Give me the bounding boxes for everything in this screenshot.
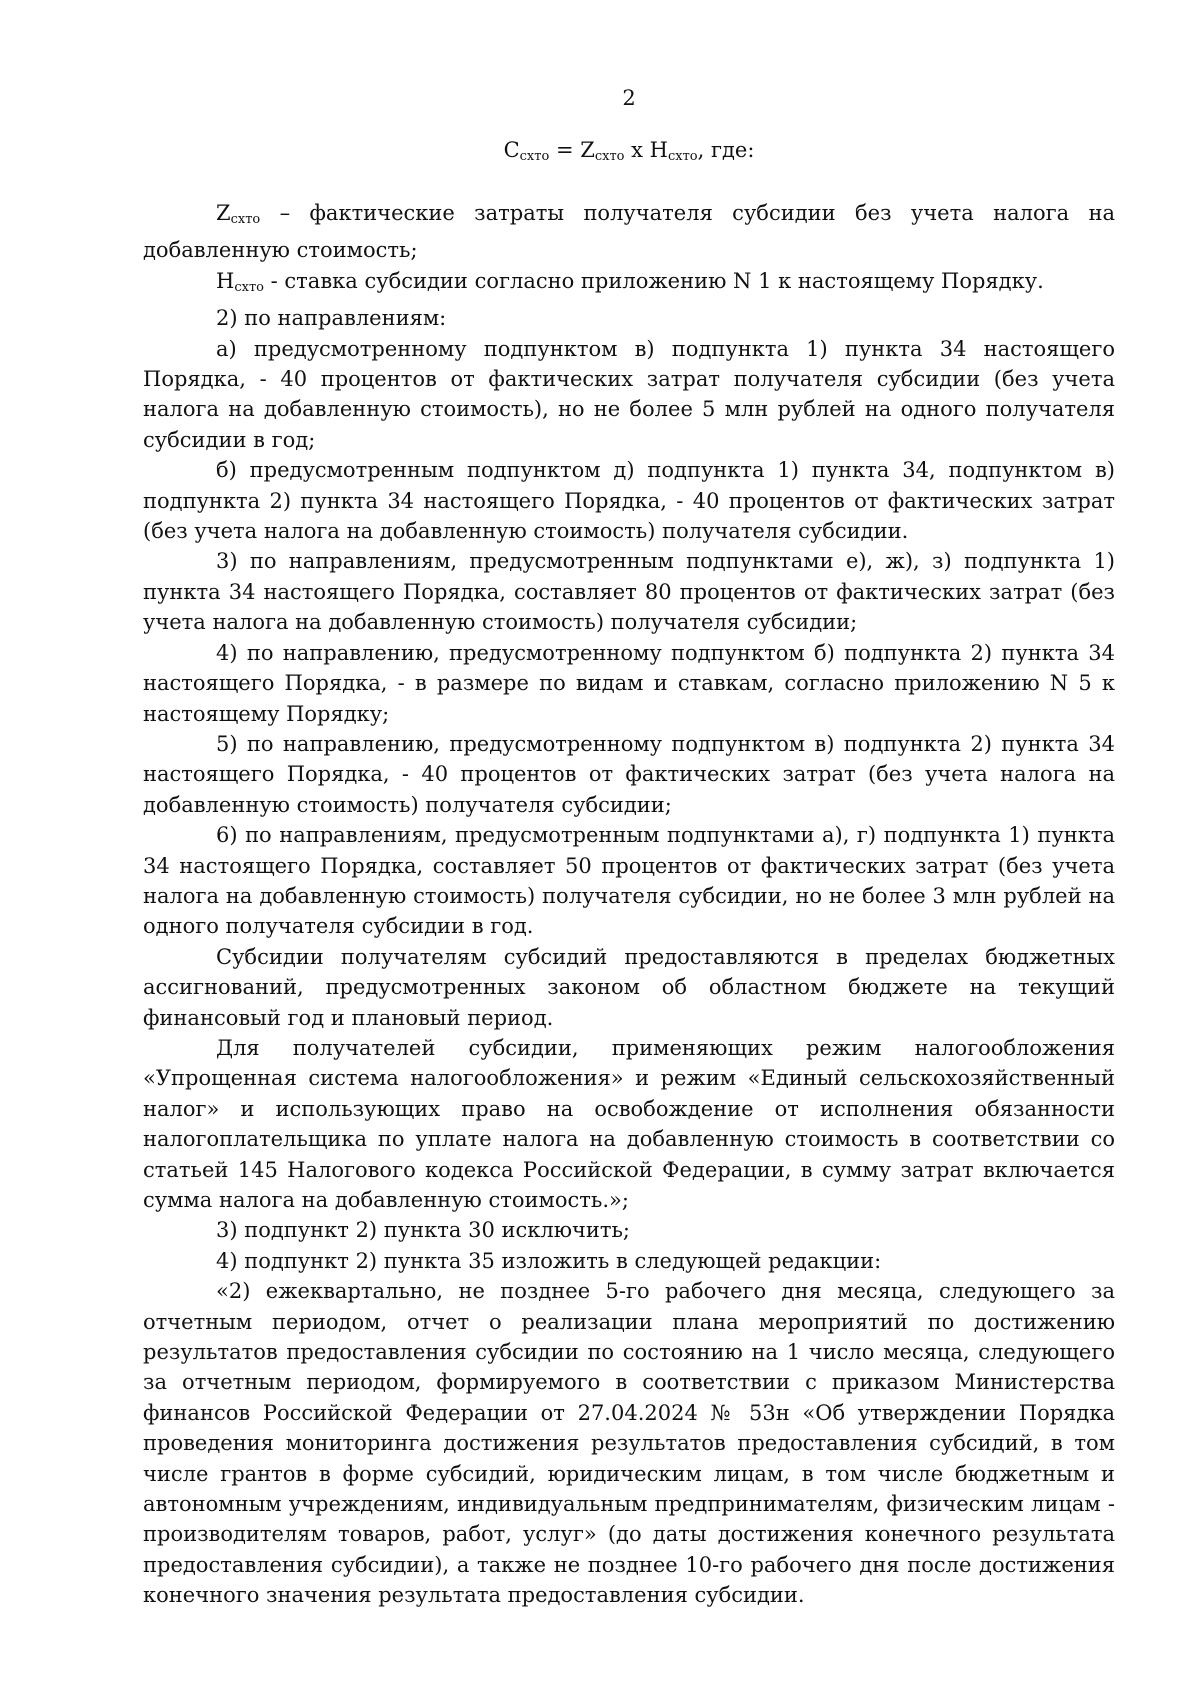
formula-c-subscript: схто [519,149,550,164]
formula-c: C [503,138,520,162]
paragraph-4: 4) по направлению, предусмотренному подпунктом б) подпункта 2) пункта 34 настоящего Порядка, - в размере по видам и ставкам, согласно приложению N 5 к настоящему Порядку; [143,640,1115,726]
formula [143,138,1115,164]
paragraph-subsidies-limits: Субсидии получателям субсидий предоставляются в пределах бюджетных ассигнований, предусмотренных законом об областном бюджете на текущий финансовый год и плановый период. [143,944,1115,1030]
formula-h-subscript: схто [668,149,698,164]
formula-h: H [649,138,668,162]
paragraph-tax-regime: Для получателей субсидии, применяющих режим налогообложения «Упрощенная система налогообложения» и режим «Единый сельскохозяйственный налог» и использующих право на освобождение от исполнения обязанности налогоплательщика по уплате налога на добавленную стоимость в соответствии со статьей 145 Налогового кодекса Российской Федерации, в сумму затрат включается сумма налога на добавленную стоимость.»; [143,1035,1115,1212]
paragraph-6: 6) по направлениям, предусмотренным подпунктами а), г) подпункта 1) пункта 34 настоящего Порядка, составляет 50 процентов от фактических затрат (без учета налога на добавленную стоимость) получателя субсидии, но не более 3 млн рублей на одного получателя субсидии в год. [143,823,1115,939]
definition-h-subscript: схто [234,279,264,295]
document-body [143,198,1115,1611]
definition-z [143,198,1115,266]
formula-equals: = [549,138,581,162]
paragraph-3: 3) по направлениям, предусмотренным подпунктами е), ж), з) подпункта 1) пункта 34 настоящего Порядка, составляет 80 процентов от фактических затрат (без учета налога на добавленную стоимость) получателя субсидии; [143,549,1115,635]
definition-z-text: – фактические затраты получателя субсидии без учета налога на добавленную стоимость; [143,201,1115,263]
page-number: 2 [622,86,636,110]
formula-z: Z [580,138,595,162]
formula-tail: , где: [697,138,755,162]
paragraph-2a: а) предусмотренному подпунктом в) подпункта 1) пункта 34 настоящего Порядка, - 40 процентов от фактических затрат получателя субсидии (без учета налога на добавленную стоимость), но не более 5 млн рублей на одного получателя субсидии в год; [143,336,1115,452]
definition-h [143,266,1115,303]
definition-h-text: - ставка субсидии согласно приложению N 1 к настоящему Порядку. [263,268,1044,293]
paragraph-quarterly-report: «2) ежеквартально, не позднее 5-го рабочего дня месяца, следующего за отчетным периодом, отчет о реализации плана мероприятий по достижению результатов предоставления субсидии по состоянию на 1 число месяца, следующего за отчетным периодом, формируемого в соответствии с приказом Министерства финансов Российской Федерации от 27.04.2024 № 53н «Об утверждении Порядка проведения мониторинга достижения результатов предоставления субсидий, в том числе грантов в форме субсидий, юридическим лицам, в том числе бюджетным и автономным учреждениям, индивидуальным предпринимателям, физическим лицам - производителям товаров, работ, услуг» (до даты достижения конечного результата предоставления субсидии), а также не позднее 10-го рабочего дня после достижения конечного значения результата предоставления субсидии. [143,1279,1115,1608]
formula-z-subscript: схто [594,149,625,164]
paragraph-2b: б) предусмотренным подпунктом д) подпункта 1) пункта 34, подпунктом в) подпункта 2) пункта 34 настоящего Порядка, - 40 процентов от фактических затрат (без учета налога на добавленную стоимость) получателя субсидии. [143,458,1115,544]
formula-times: х [624,138,650,162]
definition-z-symbol: Z [216,201,231,225]
paragraph-5: 5) по направлению, предусмотренному подпунктом в) подпункта 2) пункта 34 настоящего Порядка, - 40 процентов от фактических затрат (без учета налога на добавленную стоимость) получателя субсидии; [143,731,1115,817]
document-page [143,0,1115,1698]
paragraph-directions-2: 2) по направлениям: [216,306,447,331]
paragraph-item-3-exclude: 3) подпункт 2) пункта 30 исключить; [216,1218,630,1243]
definition-h-symbol: H [216,268,235,293]
definition-z-subscript: схто [230,212,261,227]
paragraph-item-4-restate: 4) подпункт 2) пункта 35 изложить в следующей редакции: [216,1248,882,1273]
